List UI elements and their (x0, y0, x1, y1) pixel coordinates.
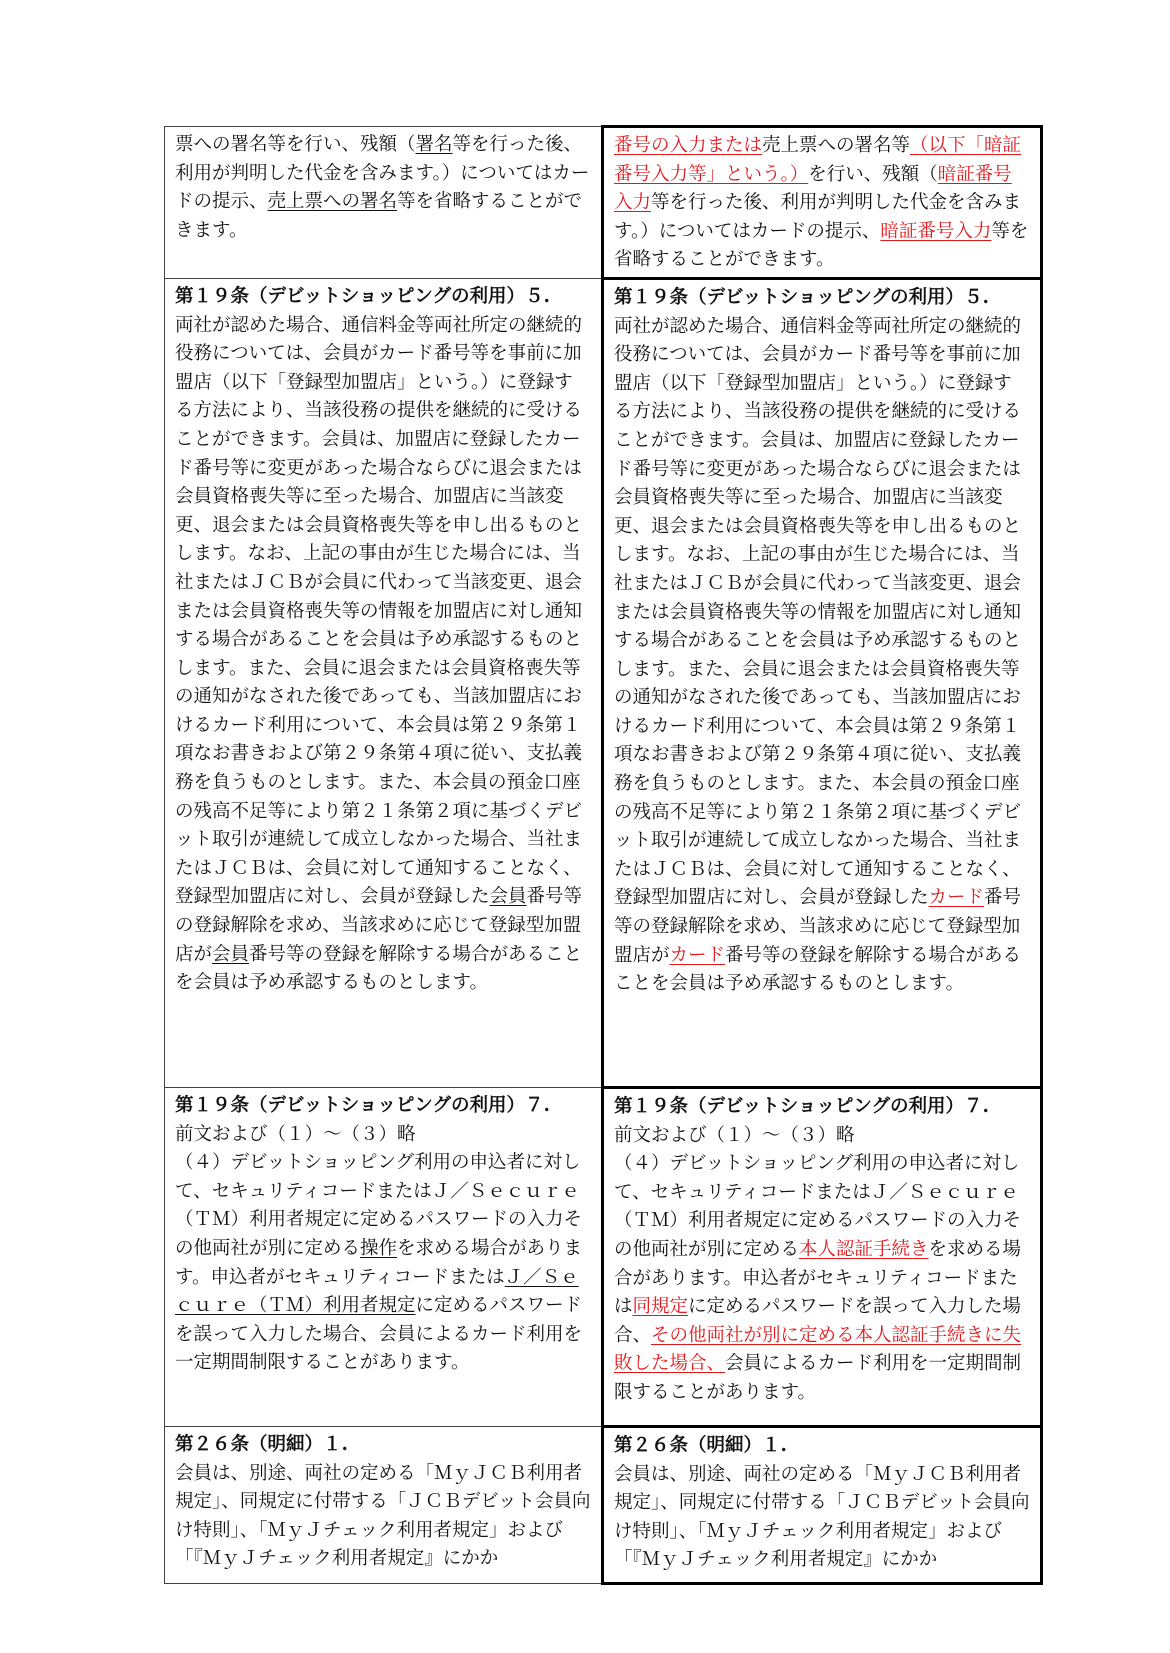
text-span: 会員は、別途、両社の定める「ＭｙＪＣＢ利用者規定」、同規定に付帯する「ＪＣＢデビット会員向け特則」、「ＭｙＪチェック利用者規定」および「『ＭｙＪチェック利用者規定』にかか (614, 1463, 1030, 1571)
table-row (165, 1087, 1042, 1426)
article-heading: 第１９条（デビットショッピングの利用）５. (175, 285, 550, 307)
article-heading: 第１９条（デビットショッピングの利用）５. (614, 286, 989, 308)
text-span: 番号等の登録解除を求め、当該求めに応じて登録型加盟店が (614, 887, 1022, 966)
text-span: を求める場合があります。申込者がセキュリティコードまたは (175, 1237, 583, 1288)
text-span: 会員は、別途、両社の定める「ＭｙＪＣＢ利用者規定」、同規定に付帯する「ＪＣＢデビット会員向け特則」、「ＭｙＪチェック利用者規定」および「『ＭｙＪチェック利用者規定』にかか (175, 1462, 591, 1570)
text-span: 両社が認めた場合、通信料金等両社所定の継続的役務については、会員がカード番号等を事前に加盟店（以下「登録型加盟店」という。）に登録する方法により、当該役務の提供を継続的に受けることができます。会員は、加盟店に登録したカード番号等に変更があった場合ならびに退会または会員資格喪失等に至った場合、加盟店に当該変更、退会または会員資格喪失等を申し出るものとします。なお、上記の事由が生じた場合には、当社またはＪＣＢが会員に代わって当該変更、退会または会員資格喪失等の情報を加盟店に対し通知する場合があることを会員は予め承認するものとします。また、会員に退会または会員資格喪失等の通知がなされた後であっても、当該加盟店におけるカード利用について、本会員は第２９条第１項なお書きおよび第２９条第４項に従い、支払義務を負うものとします。また、本会員の預金口座の残高不足等により第２１条第２項に基づくデビット取引が連続して成立しなかった場合、当社またはＪＣＢは、会員に対して通知することなく、登録型加盟店に対し、会員が登録した (175, 314, 583, 908)
article-heading: 第１９条（デビットショッピングの利用）７. (175, 1094, 550, 1116)
text-line: 前文および（１）～（３）略 (614, 1124, 855, 1146)
underlined-text: 会員 (212, 943, 250, 965)
text-span: 番号等の登録を解除する場合があることを会員は予め承認するものとします。 (614, 944, 1022, 995)
text-span: 番号等の登録解除を求め、当該求めに応じて登録型加盟店が (175, 886, 583, 965)
text-span: 等を省略することができます。 (614, 220, 1029, 271)
text-span: 会員によるカード利用を一定期間制限することがあります。 (614, 1353, 1022, 1403)
text-span: （４）デビットショッピング利用の申込者に対して、セキュリティコードまたはＪ／Ｓｅｃｕｒｅ（ＴＭ）利用者規定に定めるパスワードの入力その他両社が別に定める (614, 1153, 1022, 1260)
revised-text: （以下「暗証番号入力等」という。） (614, 135, 1022, 185)
table-row (165, 278, 1042, 1087)
text-span: 番号等の登録を解除する場合があることを会員は予め承認するものとします。 (175, 943, 583, 994)
revised-text: 暗証番号入力 (880, 220, 992, 242)
table-row (165, 127, 1042, 279)
underlined-text: 操作 (360, 1237, 398, 1259)
text-span: に定めるパスワードを誤って入力した場合、会員によるカード利用を一定期間制限することがあります。 (175, 1295, 583, 1374)
text-span: に定めるパスワードを誤って入力した場合、 (614, 1296, 1022, 1346)
article-heading: 第２６条（明細）１. (614, 1434, 787, 1456)
comparison-table (164, 125, 1043, 1585)
revised-text: カード (669, 944, 726, 966)
current-text-cell (165, 127, 603, 279)
revised-text: その他両社が別に定める本人認証手続きに失敗した場合、 (614, 1324, 1022, 1375)
underlined-text: 会員 (489, 886, 527, 908)
revised-text-cell (603, 1087, 1042, 1426)
revised-text-cell (603, 1426, 1042, 1583)
table-row (165, 1426, 1042, 1583)
article-heading: 第２６条（明細）１. (175, 1433, 348, 1455)
revised-text-cell (603, 127, 1042, 279)
underlined-text: 署名 (415, 134, 453, 155)
current-text-cell (165, 278, 603, 1087)
underlined-text: Ｊ／Ｓｅｃｕｒｅ（ＴＭ）利用者規定 (175, 1266, 579, 1317)
text-line: 前文および（１）～（３）略 (175, 1123, 416, 1145)
text-span: （４）デビットショッピング利用の申込者に対して、セキュリティコードまたはＪ／Ｓｅｃｕｒｅ（ＴＭ）利用者規定に定めるパスワードの入力その他両社が別に定める (175, 1152, 583, 1259)
revised-text: カード (928, 887, 985, 909)
revised-text: 暗証番号入力 (614, 163, 1012, 214)
underlined-text: 売上票への署名 (267, 191, 398, 213)
revised-text: 番号の入力または (614, 135, 763, 156)
text-span: 等を行った後、利用が判明した代金を含みます。）についてはカードの提示、 (175, 134, 590, 213)
text-span: を行い、残額（ (808, 163, 938, 185)
text-span: 等を行った後、利用が判明した代金を含みます。）についてはカードの提示、 (614, 192, 1022, 242)
article-heading: 第１９条（デビットショッピングの利用）７. (614, 1095, 989, 1117)
text-span: を求める場合があります。申込者がセキュリティコードまたは (614, 1238, 1022, 1318)
text-span: 売上票への署名等 (762, 135, 911, 156)
revised-text-cell (603, 278, 1042, 1087)
current-text-cell (165, 1426, 603, 1583)
revised-text: 本人認証手続き (799, 1238, 929, 1260)
revised-text: 同規定 (632, 1296, 689, 1318)
text-span: 等を省略することができます。 (175, 191, 583, 241)
text-span: 両社が認めた場合、通信料金等両社所定の継続的役務については、会員がカード番号等を事前に加盟店（以下「登録型加盟店」という。）に登録する方法により、当該役務の提供を継続的に受けることができます。会員は、加盟店に登録したカード番号等に変更があった場合ならびに退会または会員資格喪失等に至った場合、加盟店に当該変更、退会または会員資格喪失等を申し出るものとします。なお、上記の事由が生じた場合には、当社またはＪＣＢが会員に代わって当該変更、退会または会員資格喪失等の情報を加盟店に対し通知する場合があることを会員は予め承認するものとします。また、会員に退会または会員資格喪失等の通知がなされた後であっても、当該加盟店におけるカード利用について、本会員は第２９条第１項なお書きおよび第２９条第４項に従い、支払義務を負うものとします。また、本会員の預金口座の残高不足等により第２１条第２項に基づくデビット取引が連続して成立しなかった場合、当社またはＪＣＢは、会員に対して通知することなく、登録型加盟店に対し、会員が登録した (614, 315, 1022, 909)
current-text-cell (165, 1087, 603, 1426)
text-span: 票への署名等を行い、残額（ (175, 134, 416, 155)
